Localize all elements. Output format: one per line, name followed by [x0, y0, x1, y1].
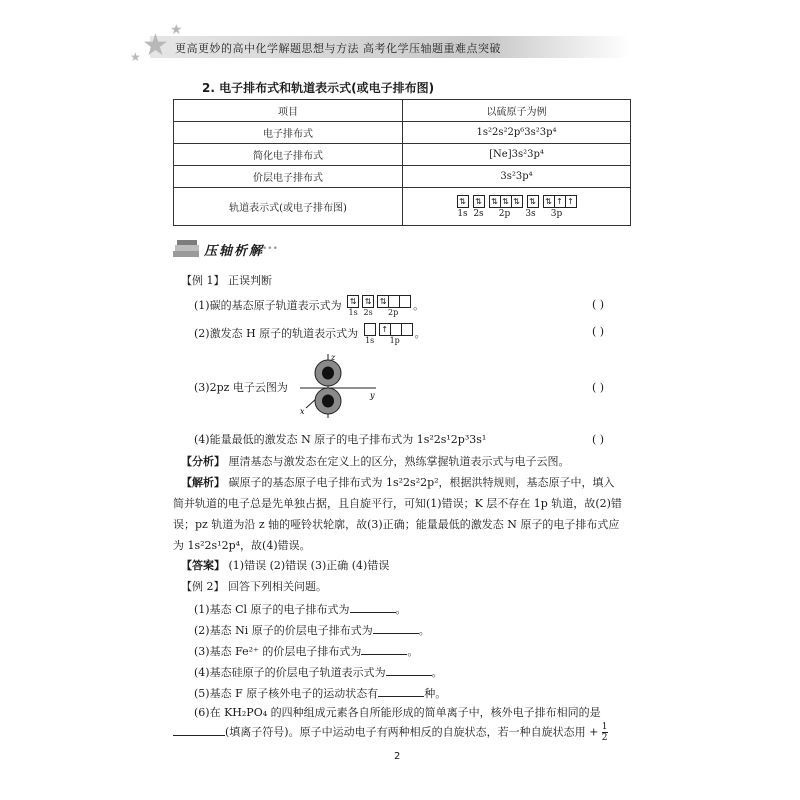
- ex1-q2: [194, 323, 426, 345]
- table-cell: 轨道表示式(或电子排布图): [174, 188, 403, 226]
- ex2-q5-suffix: 种。: [424, 687, 447, 700]
- axis-y-label: y: [370, 391, 375, 400]
- jiexi-line: 误；pz 轨道为沿 z 轴的哑铃状轮廓，故(3)正确；能量最低的激发态 N 原子的电子排布式应: [173, 518, 620, 531]
- answer-blank[interactable]: [378, 684, 424, 697]
- answer-bracket: ( ): [592, 298, 605, 311]
- table-row: [174, 166, 631, 188]
- ex2-q1: [194, 600, 407, 618]
- period: 。: [395, 603, 407, 616]
- fenxi-text: 厘清基态与激发态在定义上的区分，熟练掌握轨道表示式与电子云图。: [228, 455, 570, 468]
- paired-electron-icon: ⇅: [500, 195, 512, 208]
- orbital-diagram-cell: [403, 188, 631, 226]
- page-number: 2: [394, 751, 401, 762]
- period: 。: [431, 666, 443, 679]
- orbital-label: 1p: [389, 336, 400, 345]
- orbital-label: 3s: [525, 208, 536, 219]
- ex2-q4-text: (4)基态硅原子的价层电子轨道表示式为: [194, 666, 386, 679]
- period: 。: [407, 645, 419, 658]
- ex2-q3: [194, 642, 418, 660]
- ex1-jiexi: [181, 475, 615, 491]
- paired-electron-icon: ⇅: [543, 195, 555, 208]
- paired-electron-icon: ⇅: [489, 195, 501, 208]
- paired-electron-icon: ⇅: [511, 195, 523, 208]
- orbital-table: [173, 99, 631, 226]
- answer-blank[interactable]: [386, 663, 432, 676]
- table-cell: 简化电子排布式: [174, 144, 403, 166]
- orbital-label: 3p: [550, 208, 563, 219]
- axis-z-label: z: [331, 353, 336, 362]
- orbital-label: 2p: [387, 308, 399, 317]
- table-cell: 电子排布式: [174, 122, 403, 144]
- running-header: 更高更妙的高中化学解题思想与方法 高考化学压轴题重难点突破: [175, 42, 501, 55]
- table-cell: 3s²3p⁴: [403, 166, 631, 188]
- empty-orbital-box: [401, 323, 413, 336]
- ex1-q2-text: (2)激发态 H 原子的轨道表示式为: [194, 327, 359, 340]
- jiexi-label: 【解析】: [181, 476, 225, 489]
- carbon-orbital-diagram: [347, 295, 411, 317]
- star-icon: ★: [130, 50, 141, 64]
- ex2-q6: (6)在 KH₂PO₄ 的四种组成元素各自所能形成的简单离子中，核外电子排布相同的是: [194, 706, 601, 719]
- paired-electron-icon: ⇅: [527, 195, 539, 208]
- ex2-q6-text: (填离子符号)。原子中运动电子有两种相反的自旋状态，若一种自旋状态用 +: [225, 725, 599, 739]
- ex1-q3-text: (3)2pz 电子云图为: [194, 381, 288, 394]
- p-orbital-cloud-diagram: [292, 352, 378, 420]
- paired-electron-icon: ⇅: [473, 195, 485, 208]
- table-cell: 价层电子排布式: [174, 166, 403, 188]
- fraction-denominator: 2: [601, 733, 608, 743]
- answer-blank[interactable]: [350, 600, 396, 613]
- ex2-q2-text: (2)基态 Ni 原子的价层电子排布式为: [194, 624, 373, 637]
- table-cell: [Ne]3s²3p⁴: [403, 144, 631, 166]
- ex2-q3-text: (3)基态 Fe²⁺ 的价层电子排布式为: [194, 645, 362, 658]
- up-electron-icon: ↑: [379, 323, 391, 336]
- fraction-numerator: 1: [601, 722, 608, 732]
- ex2-q5-text: (5)基态 F 原子核外电子的运动状态有: [194, 687, 379, 700]
- period: 。: [418, 624, 430, 637]
- sulfur-orbital-diagram: [457, 195, 577, 219]
- ex2-q5: [194, 684, 446, 702]
- ex2-title: 【例 2】 回答下列相关问题。: [181, 580, 327, 593]
- table-cell: 1s²2s²2p⁶3s²3p⁴: [403, 122, 631, 144]
- jiexi-text: 碳原子的基态原子电子排布式为 1s²2s²2p²，根据洪特规则，基态原子中，填入: [228, 476, 615, 489]
- ex1-q3: [194, 380, 288, 396]
- orbital-label: 1s: [457, 208, 468, 219]
- paired-electron-icon: ⇅: [362, 295, 374, 308]
- hydrogen-orbital-diagram: [364, 323, 413, 345]
- ex1-fenxi: [181, 454, 570, 470]
- table-head-cell: 项目: [174, 100, 403, 122]
- orbital-label: 1s: [348, 308, 358, 317]
- answer-blank[interactable]: [373, 621, 419, 634]
- dots-decoration-icon: •••: [262, 244, 278, 254]
- ex1-q1-text: (1)碳的基态原子轨道表示式为: [194, 299, 342, 312]
- ex1-answer: [181, 558, 389, 574]
- ex2-q4: [194, 663, 443, 681]
- answer-bracket: ( ): [592, 325, 605, 338]
- ex1-q4: (4)能量最低的激发态 N 原子的电子排布式为 1s²2s¹2p³3s¹: [194, 433, 487, 446]
- up-electron-icon: ↑: [565, 195, 577, 208]
- answer-bracket: ( ): [592, 433, 605, 446]
- ex2-q6-cont: [173, 722, 608, 743]
- section-title: 2. 电子排布式和轨道表示式(或电子排布图): [202, 81, 435, 95]
- fraction: [602, 722, 608, 743]
- period: 。: [413, 299, 425, 312]
- answer-label: 【答案】: [181, 559, 225, 572]
- fenxi-label: 【分析】: [181, 455, 225, 468]
- orbital-label: 2p: [498, 208, 511, 219]
- jiexi-line: 简并轨道的电子总是先单独占据，且自旋平行，可知(1)错误；K 层不存在 1p 轨道，故(2)错: [173, 497, 622, 510]
- up-electron-icon: ↑: [554, 195, 566, 208]
- axis-x-label: x: [300, 407, 305, 416]
- ex2-q2: [194, 621, 430, 639]
- table-row: [174, 144, 631, 166]
- answer-text: (1)错误 (2)错误 (3)正确 (4)错误: [228, 559, 390, 572]
- table-row: [174, 188, 631, 226]
- books-icon: [172, 238, 202, 260]
- star-icon: ★: [142, 28, 169, 63]
- paired-electron-icon: ⇅: [347, 295, 359, 308]
- empty-orbital-box: [399, 295, 411, 308]
- table-row: [174, 122, 631, 144]
- jiexi-line: 为 1s²2s¹2p⁴，故(4)错误。: [173, 539, 311, 552]
- ex2-q1-text: (1)基态 Cl 原子的电子排布式为: [194, 603, 350, 616]
- star-icon: ★: [170, 22, 183, 38]
- period: 。: [414, 327, 426, 340]
- orbital-label: 2s: [473, 208, 484, 219]
- orbital-label: 1s: [365, 336, 375, 345]
- answer-bracket: ( ): [592, 381, 605, 394]
- ex1-title: 【例 1】 正误判断: [181, 274, 272, 287]
- table-header-row: [174, 100, 631, 122]
- paired-electron-icon: ⇅: [377, 295, 389, 308]
- empty-orbital-box: [364, 323, 376, 336]
- paired-electron-icon: ⇅: [457, 195, 469, 208]
- answer-blank[interactable]: [173, 723, 225, 736]
- orbital-label: 2s: [363, 308, 373, 317]
- analysis-heading: 压轴析解: [204, 244, 265, 259]
- answer-blank[interactable]: [361, 642, 407, 655]
- table-head-cell: 以硫原子为例: [403, 100, 631, 122]
- ex1-q1: [194, 295, 424, 317]
